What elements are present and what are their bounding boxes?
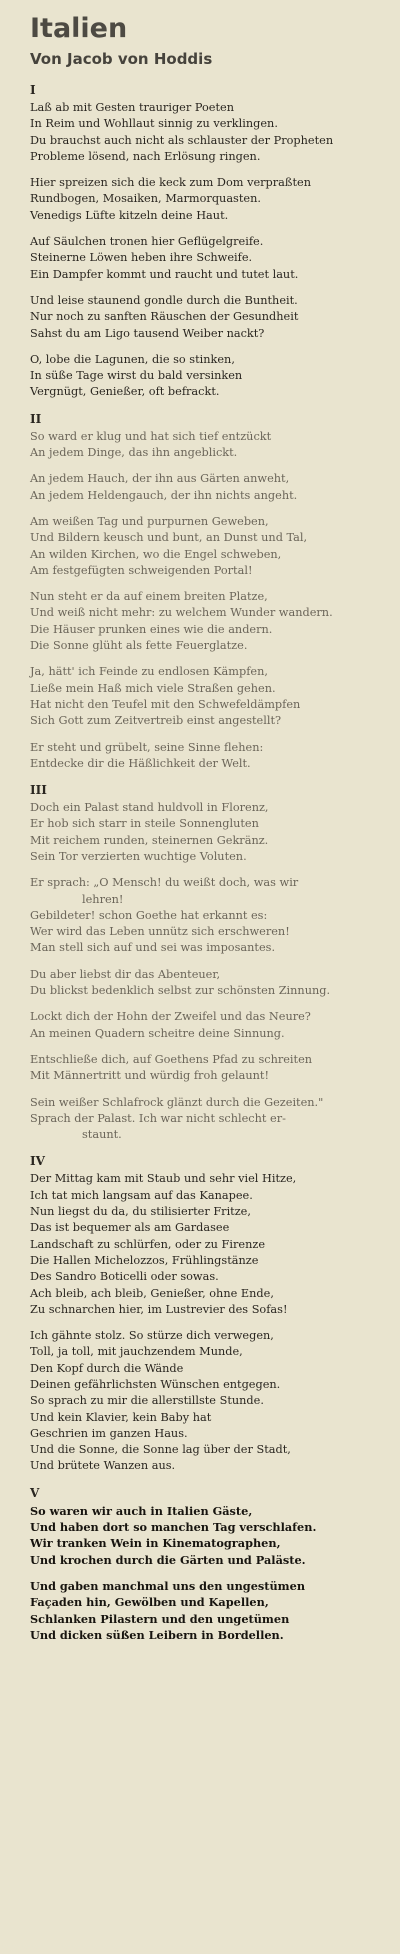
verse-line: Steinerne Löwen heben ihre Schweife. xyxy=(30,251,253,265)
poem-section xyxy=(30,782,380,1143)
verse-line: Das ist bequemer als am Gardasee xyxy=(30,1221,230,1235)
verse-line: Lockt dich der Hohn der Zweifel und das Neure? xyxy=(30,1010,311,1024)
verse-line: Ein Dampfer kommt und raucht und tutet laut. xyxy=(30,267,299,281)
stanza xyxy=(30,471,380,504)
verse-line: Du blickst bedenklich selbst zur schönsten Zinnung. xyxy=(30,984,331,998)
verse-line: Vergnügt, Genießer, oft befrackt. xyxy=(30,385,220,399)
verse-line: So waren wir auch in Italien Gäste, xyxy=(30,1503,253,1518)
stanza xyxy=(30,875,380,956)
verse-line: lehren! xyxy=(82,892,124,906)
verse-line: An jedem Dinge, das ihn angeblickt. xyxy=(30,446,238,460)
verse-line: Er steht und grübelt, seine Sinne flehen: xyxy=(30,740,264,754)
verse-line: Du aber liebst dir das Abenteuer, xyxy=(30,967,221,981)
section-numeral: III xyxy=(30,783,47,798)
verse-line: Ja, hätt' ich Feinde zu endlosen Kämpfen, xyxy=(30,665,268,679)
stanza xyxy=(30,1171,380,1318)
verse-line: Mit reichem runden, steinernen Gekränz. xyxy=(30,833,269,847)
verse-line: Rundbogen, Mosaiken, Marmorquasten. xyxy=(30,192,261,206)
stanza xyxy=(30,589,380,654)
verse-line: Und Bildern keusch und bunt, an Dunst und Tal, xyxy=(30,531,308,545)
verse-line: Er sprach: „O Mensch! du weißt doch, was wir xyxy=(30,876,299,890)
verse-line: Landschaft zu schlürfen, oder zu Firenze xyxy=(30,1237,266,1251)
verse-line: So ward er klug und hat sich tief entzückt xyxy=(30,429,272,443)
stanza xyxy=(30,1009,380,1042)
verse-line: Des Sandro Boticelli oder sowas. xyxy=(30,1270,219,1284)
stanza xyxy=(30,1052,380,1085)
verse-line: Deinen gefährlichsten Wünschen entgegen. xyxy=(30,1378,281,1391)
verse-line: Die Hallen Michelozzos, Frühlingstänze xyxy=(30,1253,259,1267)
verse-line: O, lobe die Lagunen, die so stinken, xyxy=(30,352,235,366)
verse-line: Den Kopf durch die Wände xyxy=(30,1361,184,1375)
verse-line: Nun liegst du da, du stilisierter Fritze, xyxy=(30,1205,251,1219)
verse-line: Und brütete Wanzen aus. xyxy=(30,1459,176,1473)
verse-line: Hat nicht den Teufel mit den Schwefeldämpfen xyxy=(30,697,301,711)
stanza xyxy=(30,293,380,342)
verse-line: So sprach zu mir die allerstillste Stunde. xyxy=(30,1394,264,1408)
verse-line: Ach bleib, ach bleib, Genießer, ohne Ende, xyxy=(30,1286,274,1300)
poem-section xyxy=(30,82,380,401)
verse-line: Entdecke dir die Häßlichkeit der Welt. xyxy=(30,756,251,770)
poem-body xyxy=(30,82,380,1643)
stanza xyxy=(30,1578,380,1643)
verse-line: Und die Sonne, die Sonne lag über der Stadt, xyxy=(30,1443,291,1457)
verse-line: Und krochen durch die Gärten und Paläste. xyxy=(30,1552,306,1567)
verse-line: Doch ein Palast stand huldvoll in Florenz, xyxy=(30,801,269,815)
poem-section xyxy=(30,1485,380,1643)
verse-line: Sein weißer Schlafrock glänzt durch die Gezeiten." xyxy=(30,1095,324,1109)
stanza xyxy=(30,1095,380,1144)
verse-line: Probleme lösend, nach Erlösung ringen. xyxy=(30,149,261,163)
verse-line: Er hob sich starr in steile Sonnengluten xyxy=(30,817,259,831)
stanza xyxy=(30,429,380,462)
verse-line: Schlanken Pilastern und den ungetümen xyxy=(30,1611,290,1626)
section-numeral: II xyxy=(30,411,42,426)
section-numeral: IV xyxy=(30,1154,45,1169)
verse-line: Auf Säulchen tronen hier Geflügelgreife. xyxy=(30,235,264,249)
verse-line: Sein Tor verzierten wuchtige Voluten. xyxy=(30,849,247,863)
verse-line: Du brauchst auch nicht als schlauster der Propheten xyxy=(30,133,334,147)
verse-line: An wilden Kirchen, wo die Engel schweben, xyxy=(30,547,282,561)
verse-line: Man stell sich auf und sei was imposantes. xyxy=(30,941,276,955)
stanza xyxy=(30,514,380,579)
verse-line: Und dicken süßen Leibern in Bordellen. xyxy=(30,1627,284,1642)
stanza xyxy=(30,1503,380,1568)
verse-line: Entschließe dich, auf Goethens Pfad zu schreiten xyxy=(30,1052,313,1066)
verse-line: Laß ab mit Gesten trauriger Poeten xyxy=(30,101,234,114)
verse-line: Am weißen Tag und purpurnen Geweben, xyxy=(30,514,269,528)
stanza xyxy=(30,234,380,283)
verse-line: Wer wird das Leben unnütz sich erschweren! xyxy=(30,925,290,939)
stanza xyxy=(30,352,380,401)
verse-line: Hier spreizen sich die keck zum Dom verpraßten xyxy=(30,176,311,190)
verse-line: Der Mittag kam mit Staub und sehr viel Hitze, xyxy=(30,1172,297,1186)
section-numeral: I xyxy=(30,83,36,97)
stanza xyxy=(30,967,380,1000)
section-numeral: V xyxy=(30,1485,40,1500)
verse-line: Zu schnarchen hier, im Lustrevier des Sofas! xyxy=(30,1302,288,1316)
verse-line: staunt. xyxy=(82,1128,122,1142)
verse-line: Toll, ja toll, mit jauchzendem Munde, xyxy=(30,1345,243,1359)
verse-line: Und kein Klavier, kein Baby hat xyxy=(30,1410,212,1424)
verse-line: Venedigs Lüfte kitzeln deine Haut. xyxy=(30,208,229,222)
stanza xyxy=(30,100,380,165)
verse-line: Und leise staunend gondle durch die Buntheit. xyxy=(30,293,298,307)
verse-line: Gebildeter! schon Goethe hat erkannt es: xyxy=(30,908,268,922)
verse-line: Mit Männertritt und würdig froh gelaunt! xyxy=(30,1069,270,1083)
verse-line: Geschrien im ganzen Haus. xyxy=(30,1426,188,1440)
verse-line: Die Häuser prunken eines wie die andern. xyxy=(30,622,273,636)
verse-line: An jedem Hauch, der ihn aus Gärten anweht, xyxy=(30,472,290,486)
verse-line: Ich tat mich langsam auf das Kanapee. xyxy=(30,1188,253,1202)
stanza xyxy=(30,1328,380,1475)
verse-line: Wir tranken Wein in Kinematographen, xyxy=(30,1536,281,1551)
verse-line: An meinen Quadern scheitre deine Sinnung. xyxy=(30,1026,285,1040)
poem-section xyxy=(30,1153,380,1474)
verse-line: Nun steht er da auf einem breiten Platze, xyxy=(30,590,268,604)
verse-line: Nur noch zu sanften Räuschen der Gesundheit xyxy=(30,310,299,324)
verse-line: Und haben dort so manchen Tag verschlafen. xyxy=(30,1520,317,1535)
verse-line: Sprach der Palast. Ich war nicht schlecht er- xyxy=(30,1111,286,1125)
verse-line: Und gaben manchmal uns den ungestümen xyxy=(30,1578,306,1593)
verse-line: Ich gähnte stolz. So stürze dich verwegen, xyxy=(30,1329,274,1343)
verse-line: Und weiß nicht mehr: zu welchem Wunder wandern. xyxy=(30,606,333,620)
verse-line: Am festgefügten schweigenden Portal! xyxy=(30,563,253,577)
verse-line: Die Sonne glüht als fette Feuerglatze. xyxy=(30,639,248,653)
verse-line: Façaden hin, Gewölben und Kapellen, xyxy=(30,1595,269,1610)
verse-line: Ließe mein Haß mich viele Straßen gehen. xyxy=(30,681,276,695)
poem-section xyxy=(30,411,380,772)
stanza xyxy=(30,740,380,773)
verse-line: In süße Tage wirst du bald versinken xyxy=(30,369,243,383)
author-line: Von Jacob von Hoddis xyxy=(30,50,213,68)
stanza xyxy=(30,175,380,224)
poem-title: Italien xyxy=(30,13,128,44)
verse-line: Sahst du am Ligo tausend Weiber nackt? xyxy=(30,326,265,340)
stanza xyxy=(30,664,380,729)
verse-line: An jedem Heldengauch, der ihn nichts angeht. xyxy=(30,488,298,502)
stanza xyxy=(30,800,380,865)
verse-line: In Reim und Wohllaut sinnig zu verklingen. xyxy=(30,117,278,131)
verse-line: Sich Gott zum Zeitvertreib einst angestellt? xyxy=(30,714,282,728)
